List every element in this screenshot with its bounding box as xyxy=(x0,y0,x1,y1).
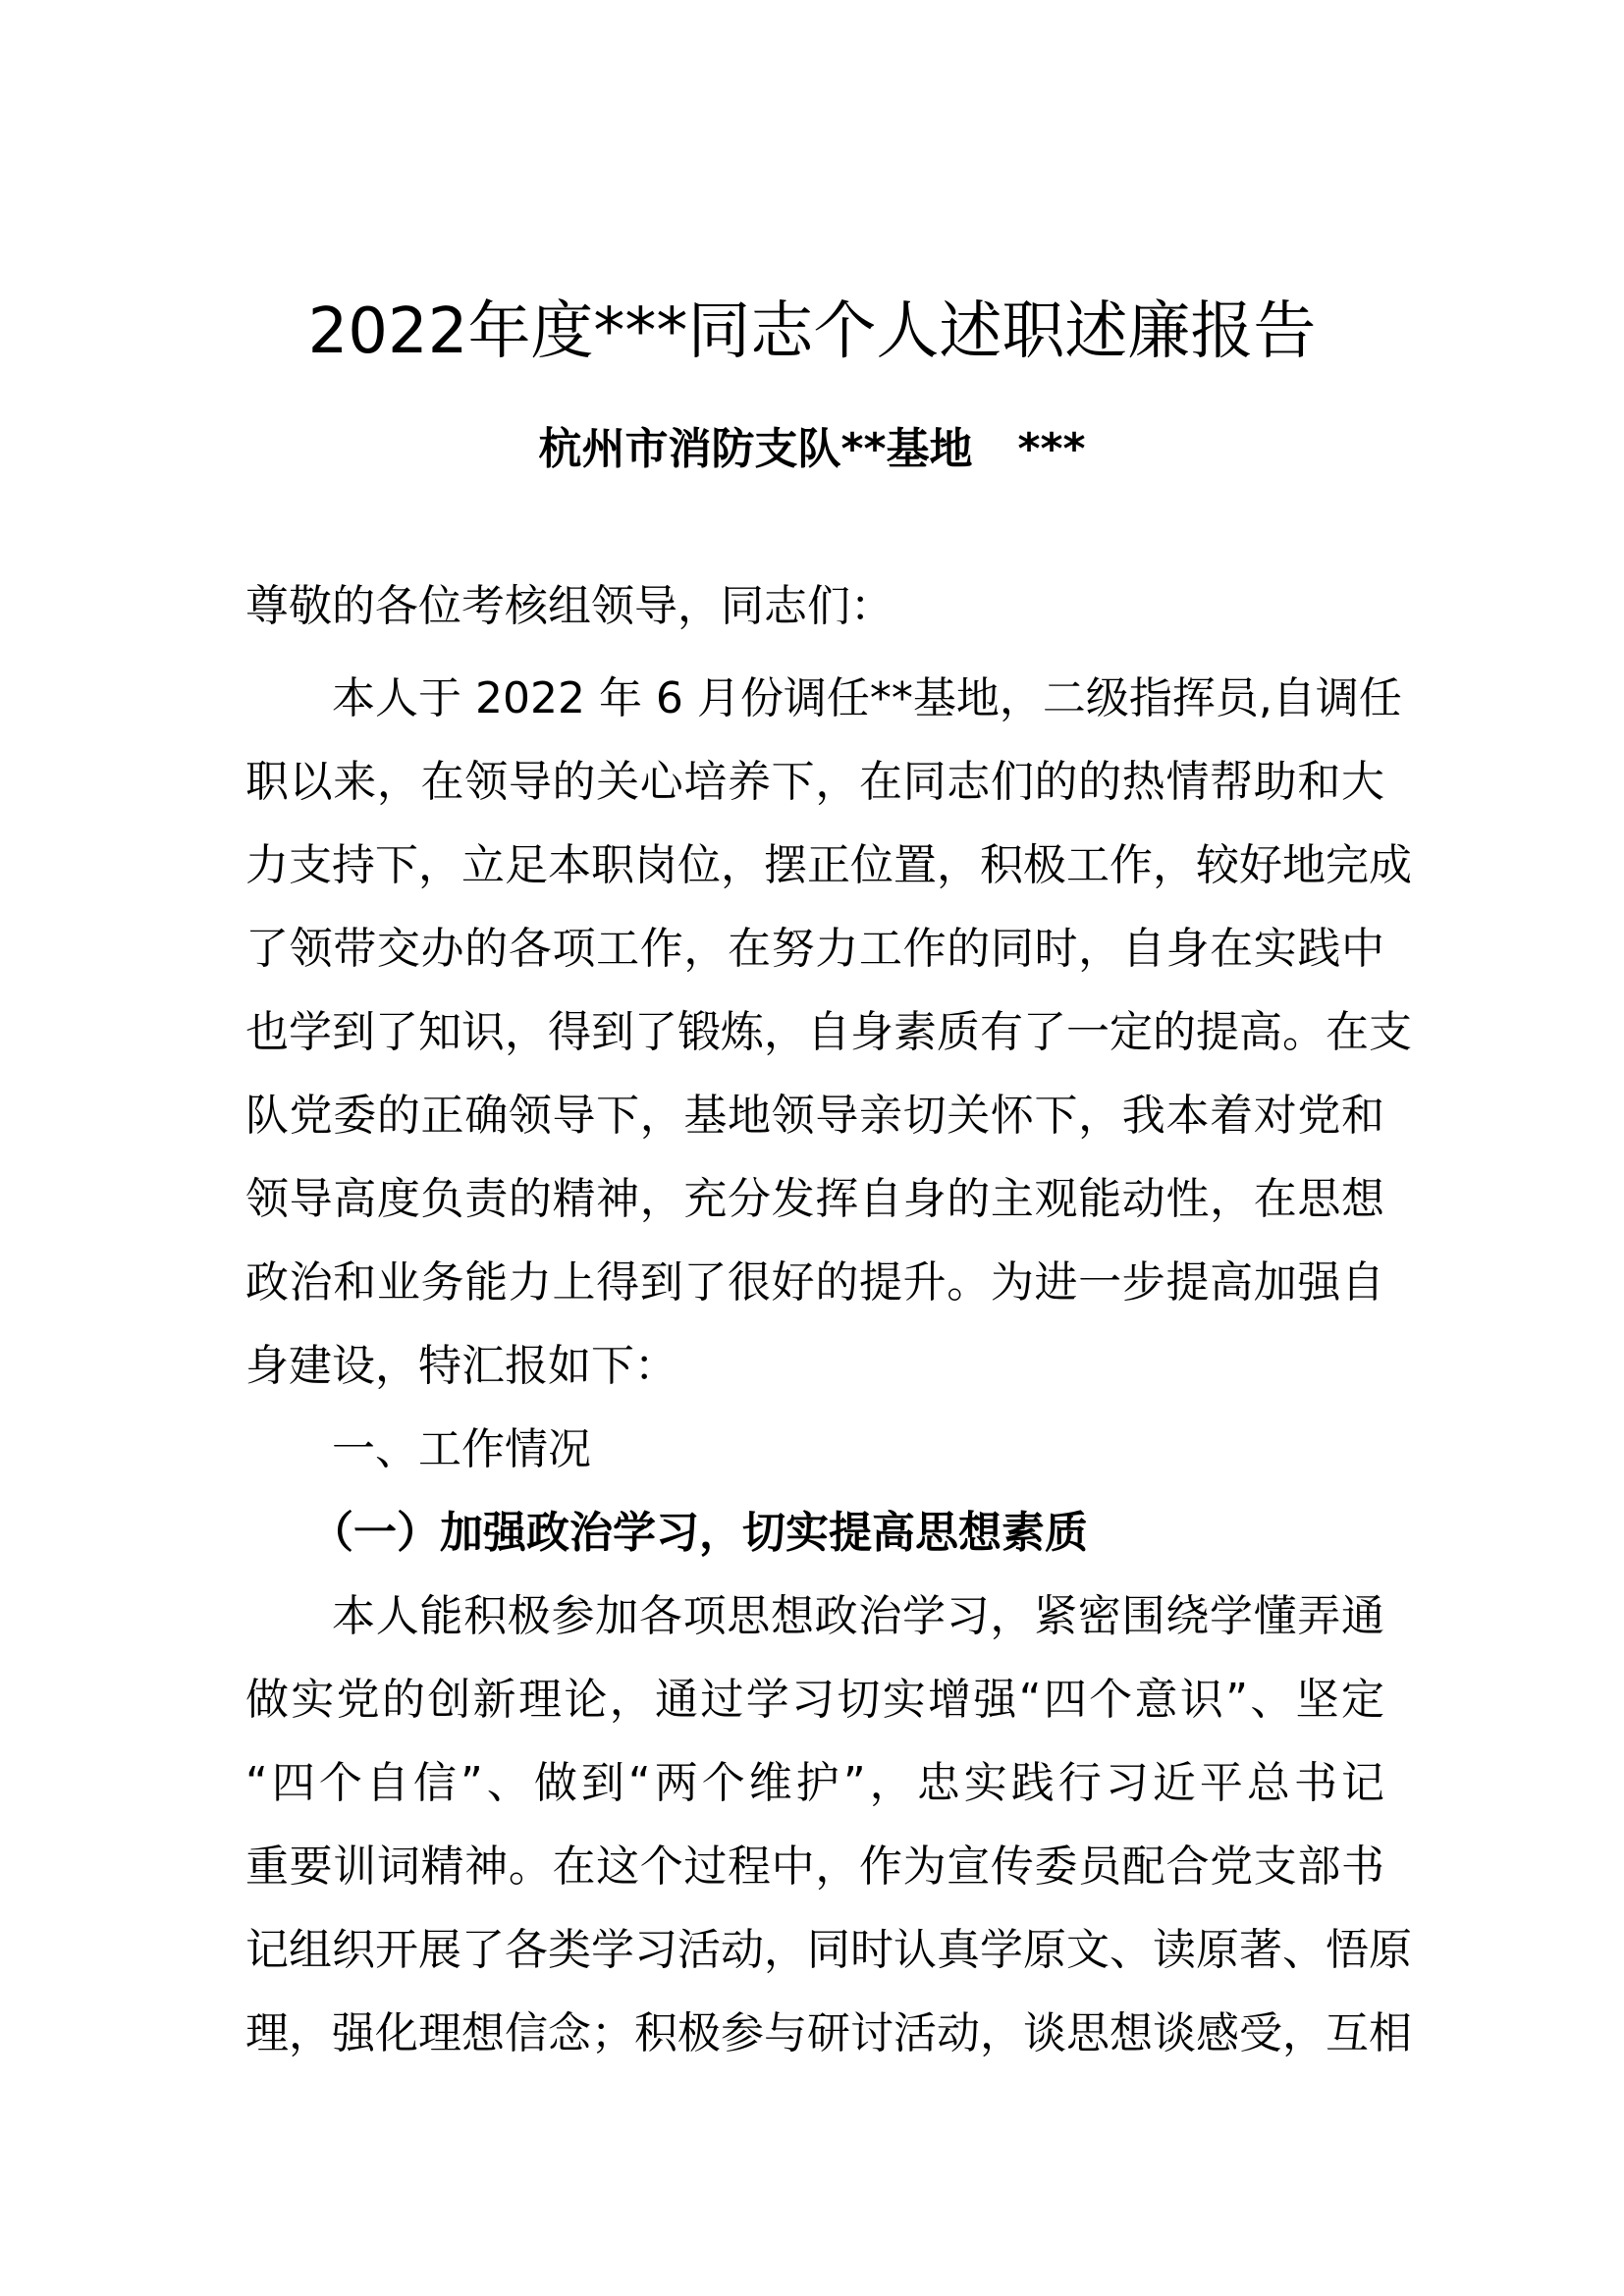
paragraph-line: 理，强化理想信念；积极参与研讨活动，谈思想谈感受，互相 xyxy=(245,2008,1412,2058)
paragraph-line: 本人于 2022 年 6 月份调任**基地，二级指挥员,自调任 xyxy=(332,673,1402,723)
report-title: 2022年度***同志个人述职述廉报告 xyxy=(307,295,1317,368)
paragraph-line: 力支持下，立足本职岗位，摆正位置，积极工作，较好地完成 xyxy=(245,840,1412,890)
paragraph-line: 领导高度负责的精神，充分发挥自身的主观能动性，在思想 xyxy=(245,1174,1384,1224)
paragraph-line: 本人能积极参加各项思想政治学习，紧密围绕学懂弄通 xyxy=(332,1591,1384,1641)
paragraph-line: 也学到了知识，得到了锻炼，自身素质有了一定的提高。在支 xyxy=(245,1007,1412,1057)
paragraph-line: “四个自信”、做到“两个维护”，忠实践行习近平总书记 xyxy=(245,1758,1384,1808)
section-heading: 一、工作情况 xyxy=(332,1424,591,1474)
author-line: 杭州市消防支队**基地 *** xyxy=(538,424,1086,474)
greeting: 尊敬的各位考核组领导，同志们： xyxy=(245,581,893,631)
paragraph-line: 队党委的正确领导下，基地领导亲切关怀下，我本着对党和 xyxy=(245,1091,1384,1141)
paragraph-line: 了领带交办的各项工作，在努力工作的同时，自身在实践中 xyxy=(245,924,1384,974)
paragraph-line: 政治和业务能力上得到了很好的提升。为进一步提高加强自 xyxy=(245,1257,1384,1308)
paragraph-line: 职以来，在领导的关心培养下，在同志们的的热情帮助和大 xyxy=(245,757,1384,807)
paragraph-line: 记组织开展了各类学习活动，同时认真学原文、读原著、悟原 xyxy=(245,1925,1412,1975)
paragraph-line: 身建设，特汇报如下： xyxy=(245,1341,677,1391)
paragraph-line: 做实党的创新理论，通过学习切实增强“四个意识”、坚定 xyxy=(245,1675,1384,1725)
subsection-heading: （一）加强政治学习，切实提高思想素质 xyxy=(310,1508,1088,1558)
paragraph-line: 重要训词精神。在这个过程中，作为宣传委员配合党支部书 xyxy=(245,1842,1384,1892)
